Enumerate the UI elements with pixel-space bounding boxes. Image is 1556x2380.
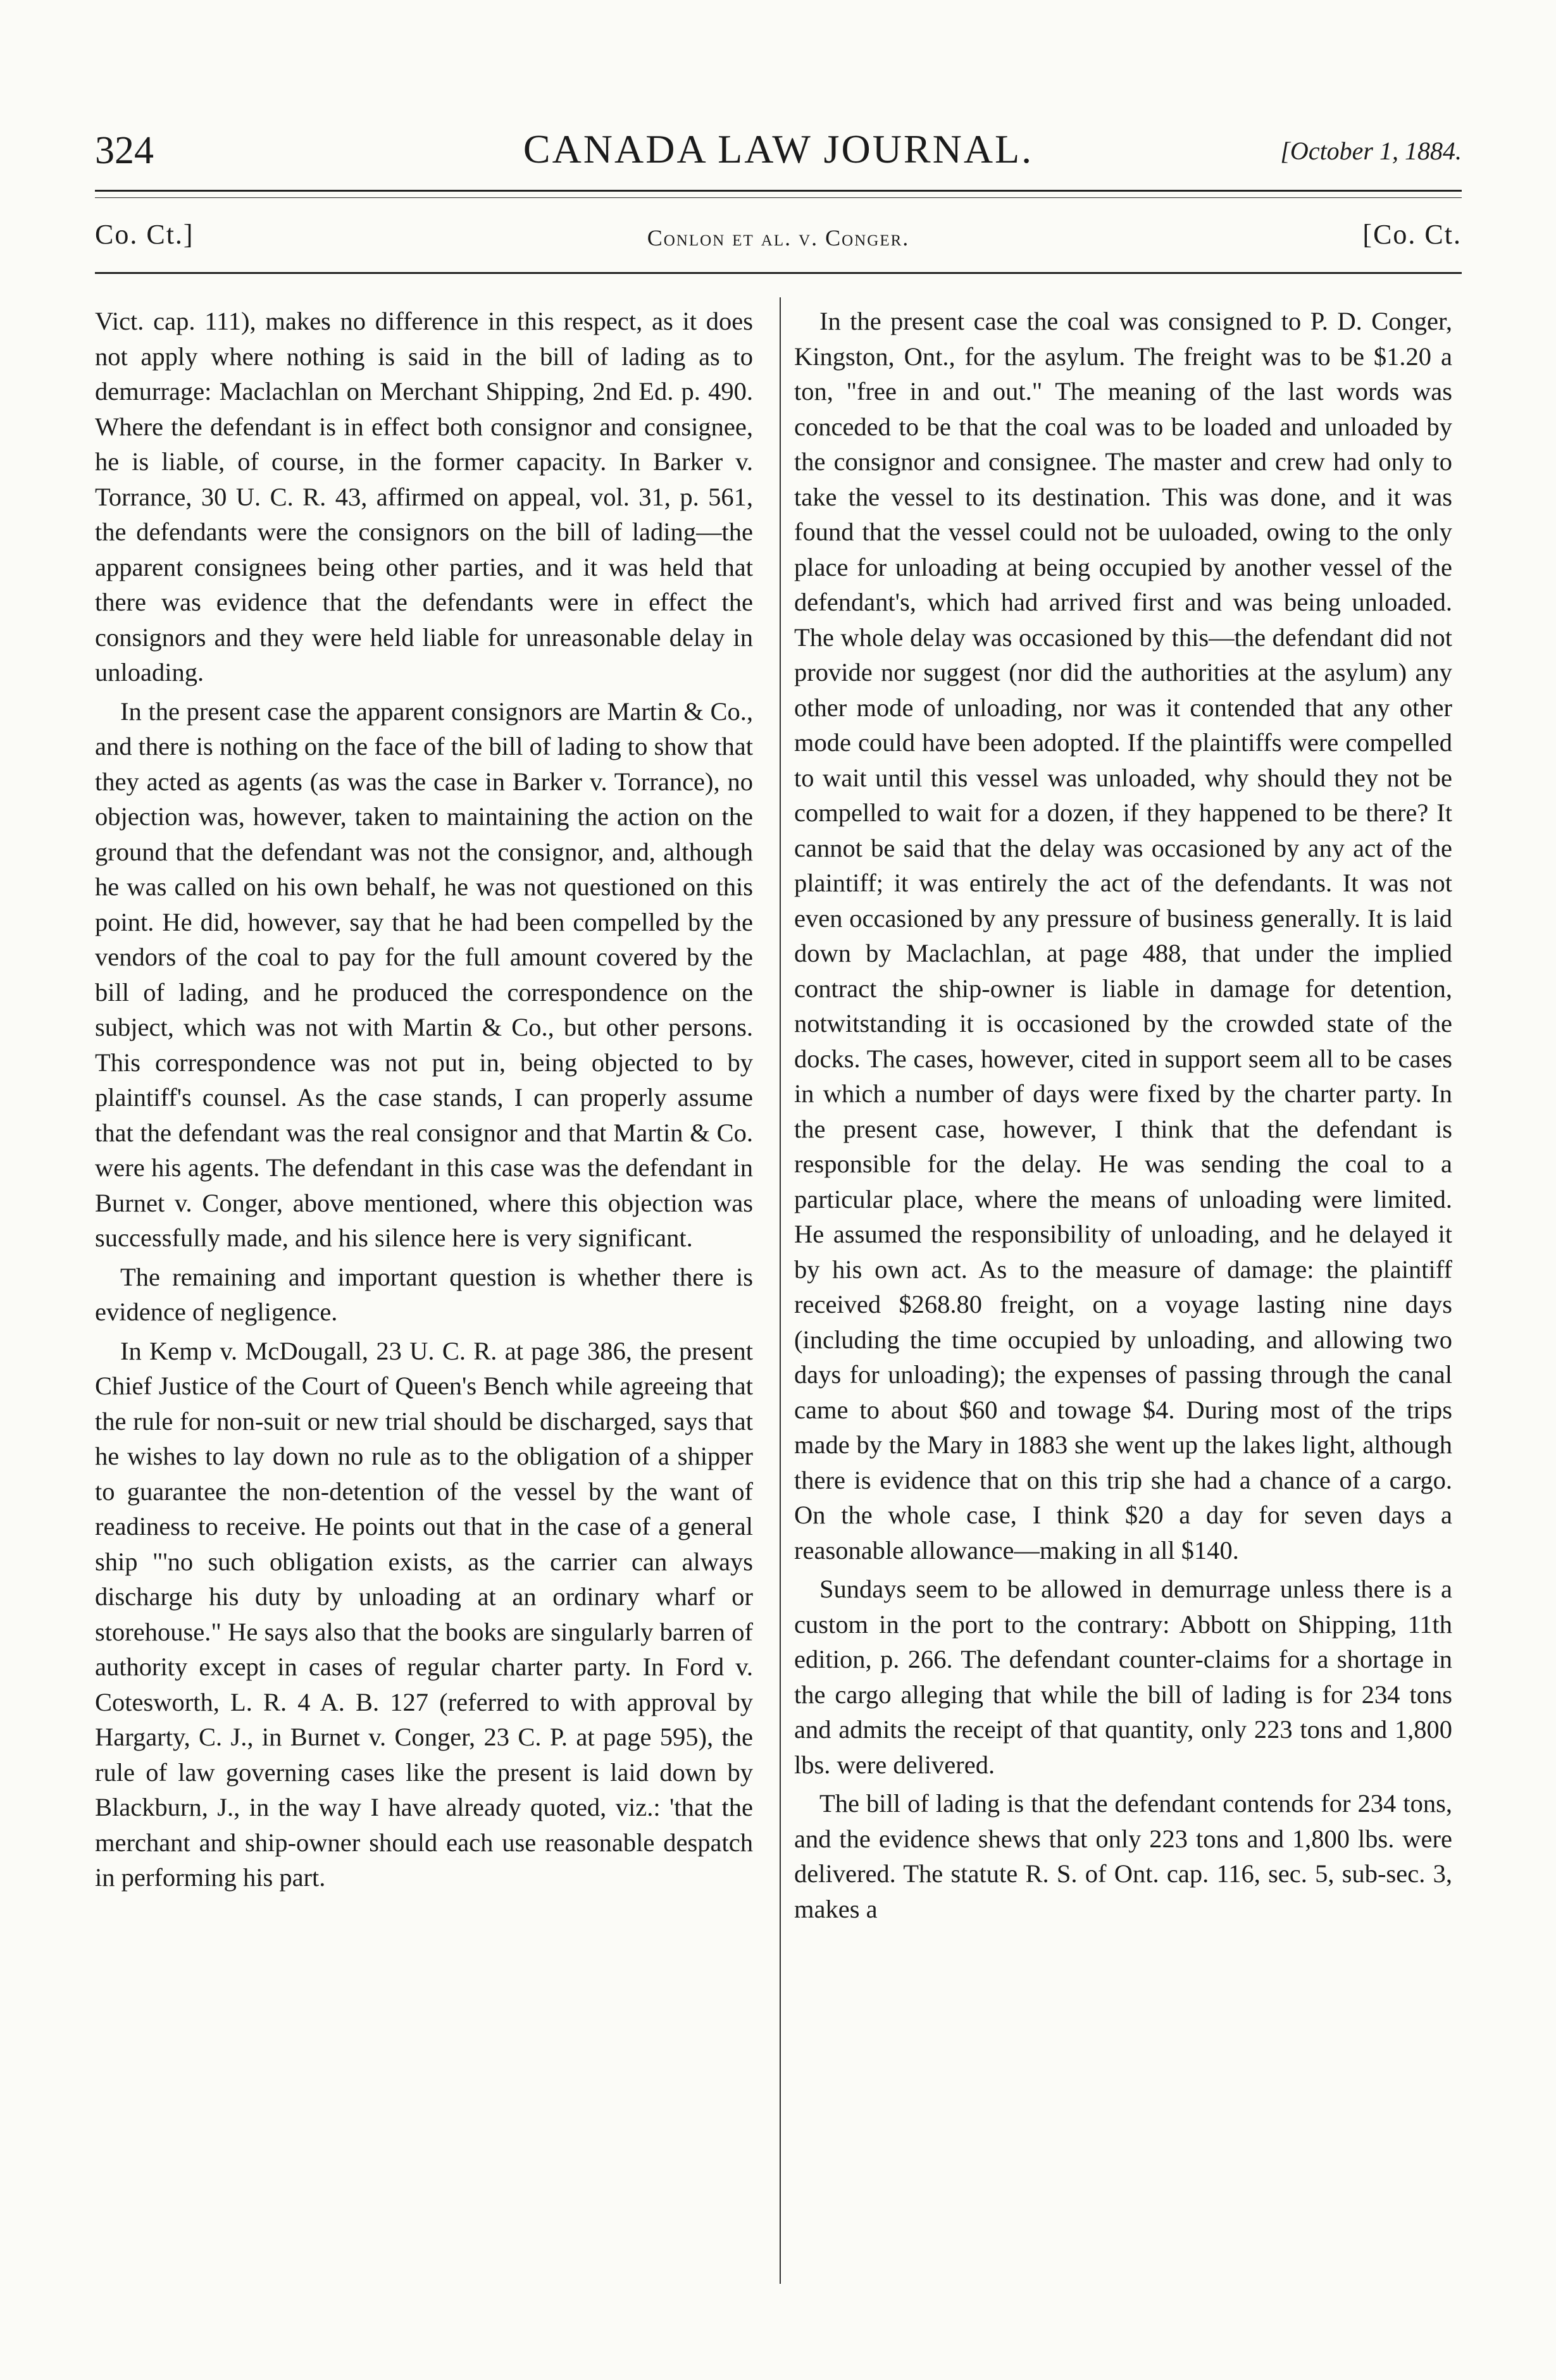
right-column <box>794 304 1452 1930</box>
paragraph: In the present case the apparent consignors are Martin & Co., and there is nothing on the face of the bill of lading to show that they acted as agents (as was the case in Barker v. Torrance), no objection was, however, taken to maintaining the action on the ground that the defendant was not the consignor, and, although he was called on his own behalf, he was not questioned on this point. He did, however, say that he had been compelled by the vendors of the coal to pay for the full amount covered by the bill of lading, and he produced the correspondence on the subject, which was not with Martin & Co., but other persons. This correspondence was not put in, being objected to by plaintiff's counsel. As the case stands, I can properly assume that the defendant was the real consignor and that Martin & Co. were his agents. The defendant in this case was the defendant in Burnet v. Conger, above mentioned, where this objection was successfully made, and his silence here is very significant. <box>95 697 753 1252</box>
column-divider <box>780 297 781 2284</box>
court-label-right: [Co. Ct. <box>1362 219 1462 250</box>
court-label-left: Co. Ct.] <box>95 219 194 250</box>
case-title: Conlon et al. v. Conger. <box>647 225 910 251</box>
case-header-rule <box>95 272 1462 274</box>
paragraph: The bill of lading is that the defendant contends for 234 tons, and the evidence shews that only 223 tons and 1,800 lbs. were delivered. The statute R. S. of Ont. cap. 116, sec. 5, sub-sec. 3, makes a <box>794 1789 1452 1923</box>
page-number: 324 <box>95 129 154 172</box>
paragraph: Sundays seem to be allowed in demurrage unless there is a custom in the port to the contrary: Abbott on Shipping, 11th edition, p. 266. The defendant counter-claims for a shortage in the cargo alleging that while the bill of lading is for 234 tons and admits the receipt of that quantity, only 223 tons and 1,800 lbs. were delivered. <box>794 1575 1452 1779</box>
issue-date: [October 1, 1884. <box>1280 137 1462 165</box>
header-rule-top <box>95 190 1462 192</box>
paragraph: Vict. cap. 111), makes no difference in this respect, as it does not apply where nothing is said in the bill of lading as to demurrage: Maclachlan on Merchant Shipping, 2nd Ed. p. 490. Where the defendant is in effect both consignor and consignee, he is liable, of course, in the former capacity. In Barker v. Torrance, 30 U. C. R. 43, affirmed on appeal, vol. 31, p. 561, the defendants were the consignors on the bill of lading—the apparent consignees being other parties, and it was held that there was evidence that the defendants were in effect the consignors and they were held liable for unreasonable delay in unloading. <box>95 307 753 686</box>
paragraph: The remaining and important question is whether there is evidence of negligence. <box>95 1262 753 1326</box>
journal-title: CANADA LAW JOURNAL. <box>523 127 1034 171</box>
paragraph: In Kemp v. McDougall, 23 U. C. R. at page 386, the present Chief Justice of the Court of Queen's Bench while agreeing that the rule for non-suit or new trial should be discharged, says that he wishes to lay down no rule as to the obligation of a shipper to guarantee the non-detention of the vessel by the want of readiness to receive. He points out that in the case of a general ship "'no such obligation exists, as the carrier can always discharge his duty by unloading at an ordinary wharf or storehouse." He says also that the books are singularly barren of authority except in cases of regular charter party. In Ford v. Cotesworth, L. R. 4 A. B. 127 (referred to with approval by Hargarty, C. J., in Burnet v. Conger, 23 C. P. at page 595), the rule of law governing cases like the present is laid down by Blackburn, J., in the way I have already quoted, viz.: 'that the merchant and ship-owner should each use reasonable despatch in performing his part. <box>95 1336 753 1892</box>
case-header <box>95 218 1462 256</box>
left-column <box>95 304 753 1899</box>
paragraph: In the present case the coal was consigned to P. D. Conger, Kingston, Ont., for the asylum. The freight was to be $1.20 a ton, "free in and out." The meaning of the last words was conceded to be that the coal was to be loaded and unloaded by the consignor and consignee. The master and crew had only to take the vessel to its destination. This was done, and it was found that the vessel could not be uuloaded, owing to the only place for unloading at being occupied by another vessel of the defendant's, which had arrived first and was being unloaded. The whole delay was occasioned by this—the defendant did not provide nor suggest (nor did the authorities at the asylum) any other mode of unloading, nor was it contended that any other mode could have been adopted. If the plaintiffs were compelled to wait until this vessel was unloaded, why should they not be compelled to wait for a dozen, if they happened to be there? It cannot be said that the delay was occasioned by any act of the plaintiff; it was entirely the act of the defendants. It was not even occasioned by any pressure of business generally. It is laid down by Maclachlan, at page 488, that under the implied contract the ship-owner is liable in damage for detention, notwitstanding it is occasioned by the crowded state of the docks. The cases, however, cited in support seem all to be cases in which a number of days were fixed by the charter party. In the present case, however, I think that the defendant is responsible for the delay. He was sending the coal to a particular place, where the means of unloading were limited. He assumed the responsibility of unloading, and he delayed it by his own act. As to the measure of damage: the plaintiff received $268.80 freight, on a voyage lasting nine days (including the time occupied by unloading, and allowing two days for unloading); the expenses of passing through the canal came to about $60 and towage $4. During most of the trips made by the Mary in 1883 she went up the lakes light, although there is evidence that on this trip she had a chance of a cargo. On the whole case, I think $20 a day for seven days a reasonable allowance—making in all $140. <box>794 307 1452 1565</box>
running-head <box>95 123 1462 180</box>
header-rule-bottom <box>95 197 1462 198</box>
